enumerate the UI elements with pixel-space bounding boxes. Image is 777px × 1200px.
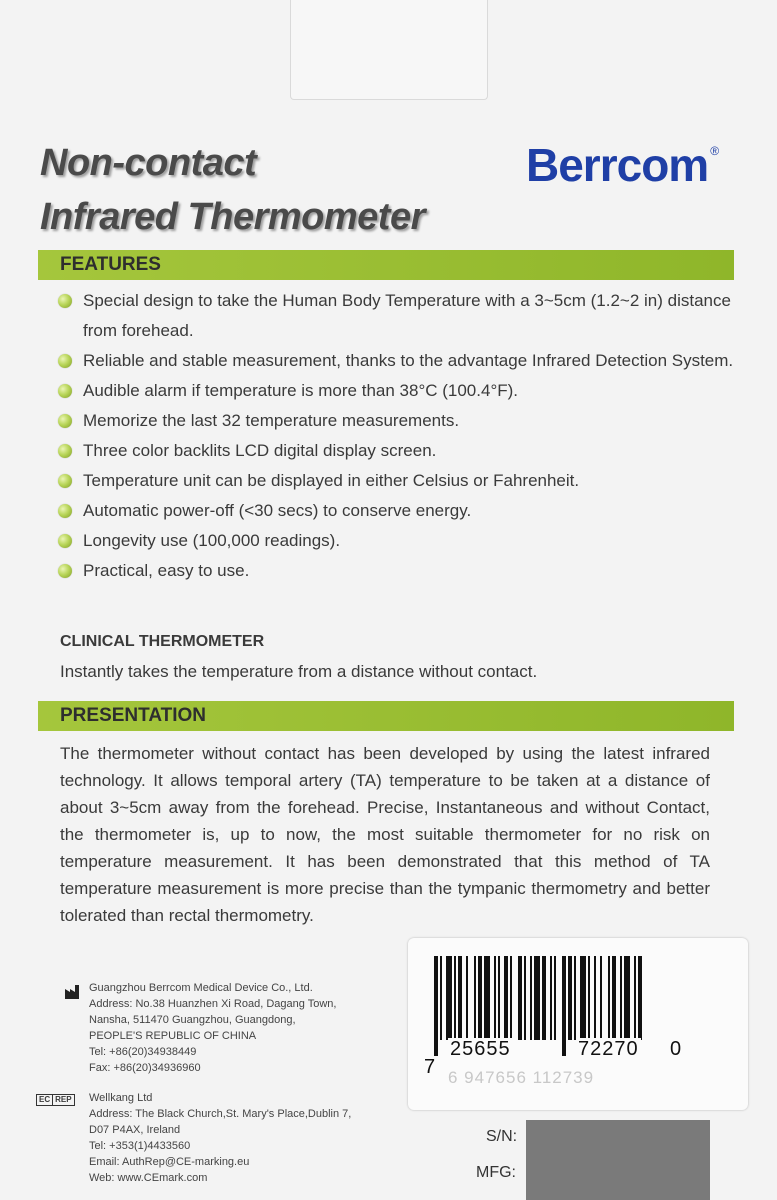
brand-logo [526, 138, 718, 192]
bullet-icon [58, 414, 72, 428]
list-item: Special design to take the Human Body Temperature with a 3~5cm (1.2~2 in) distance from forehead. [58, 286, 738, 346]
list-item: Longevity use (100,000 readings). [58, 526, 738, 556]
manufacturer-icon [64, 984, 82, 1000]
list-item: Temperature unit can be displayed in either Celsius or Fahrenheit. [58, 466, 738, 496]
brand-name: Berrcom [526, 139, 709, 191]
barcode-group2: 72270 [578, 1038, 639, 1060]
package-window [290, 0, 488, 100]
features-list [58, 286, 738, 586]
presentation-heading: PRESENTATION [38, 701, 734, 731]
list-item: Practical, easy to use. [58, 556, 738, 586]
product-title-line1: Non-contact [40, 142, 257, 184]
manufacturer-block: Guangzhou Berrcom Medical Device Co., Ltd. Address: No.38 Huanzhen Xi Road, Dagang Town, Nansha, 511470 Guangzhou, Guangdong, PEOPLE'S REPUBLIC OF CHINA Tel: +86(20)34938449 Fax: +86(20)34936960 [89, 982, 337, 1074]
list-item: Audible alarm if temperature is more than 38°C (100.4°F). [58, 376, 738, 406]
ec-rep-badge: EC REP [36, 1094, 75, 1106]
presentation-text: The thermometer without contact has been developed by using the latest infrared technology. It allows temporal artery (TA) temperature to be taken at a distance of about 3~5cm away from the forehead. Precise, Instantaneous and without Contact, the thermometer is, up to now, the most suitable thermometer for no risk on temperature measurement. It has been demonstrated that this method of TA temperature measurement is more precise than the tympanic thermometry and better tolerated than rectal thermometry. [60, 744, 710, 925]
features-heading: FEATURES [38, 250, 734, 280]
sn-label: S/N: [486, 1128, 518, 1145]
bullet-icon [58, 294, 72, 308]
list-item: Three color backlits LCD digital display screen. [58, 436, 738, 466]
registered-mark: ® [710, 144, 719, 158]
bullet-icon [58, 384, 72, 398]
list-item: Reliable and stable measurement, thanks to the advantage Infrared Detection System. [58, 346, 738, 376]
list-item: Memorize the last 32 temperature measurements. [58, 406, 738, 436]
list-item: Automatic power-off (<30 secs) to conserve energy. [58, 496, 738, 526]
barcode-digit-first: 7 [424, 1056, 436, 1078]
bullet-icon [58, 534, 72, 548]
clinical-heading: CLINICAL THERMOMETER [60, 633, 265, 650]
product-title-line2: Infrared Thermometer [40, 196, 425, 238]
barcode-digit-last: 0 [670, 1038, 682, 1060]
bullet-icon [58, 444, 72, 458]
bullet-icon [58, 504, 72, 518]
clinical-text: Instantly takes the temperature from a distance without contact. [60, 662, 538, 681]
bullet-icon [58, 354, 72, 368]
mfg-label: MFG: [476, 1164, 516, 1181]
barcode-group1: 25655 [450, 1038, 511, 1060]
barcode-sticker [408, 938, 748, 1110]
bullet-icon [58, 564, 72, 578]
bullet-icon [58, 474, 72, 488]
serial-lot-field [526, 1120, 710, 1200]
barcode-ghost-number: 6 947656 112739 [448, 1068, 595, 1087]
ec-rep-block: Wellkang Ltd Address: The Black Church,St. Mary's Place,Dublin 7, D07 P4AX, Ireland Tel: +353(1)4433560 Email: AuthRep@CE-marking.eu Web: www.CEmark.com [89, 1092, 352, 1184]
